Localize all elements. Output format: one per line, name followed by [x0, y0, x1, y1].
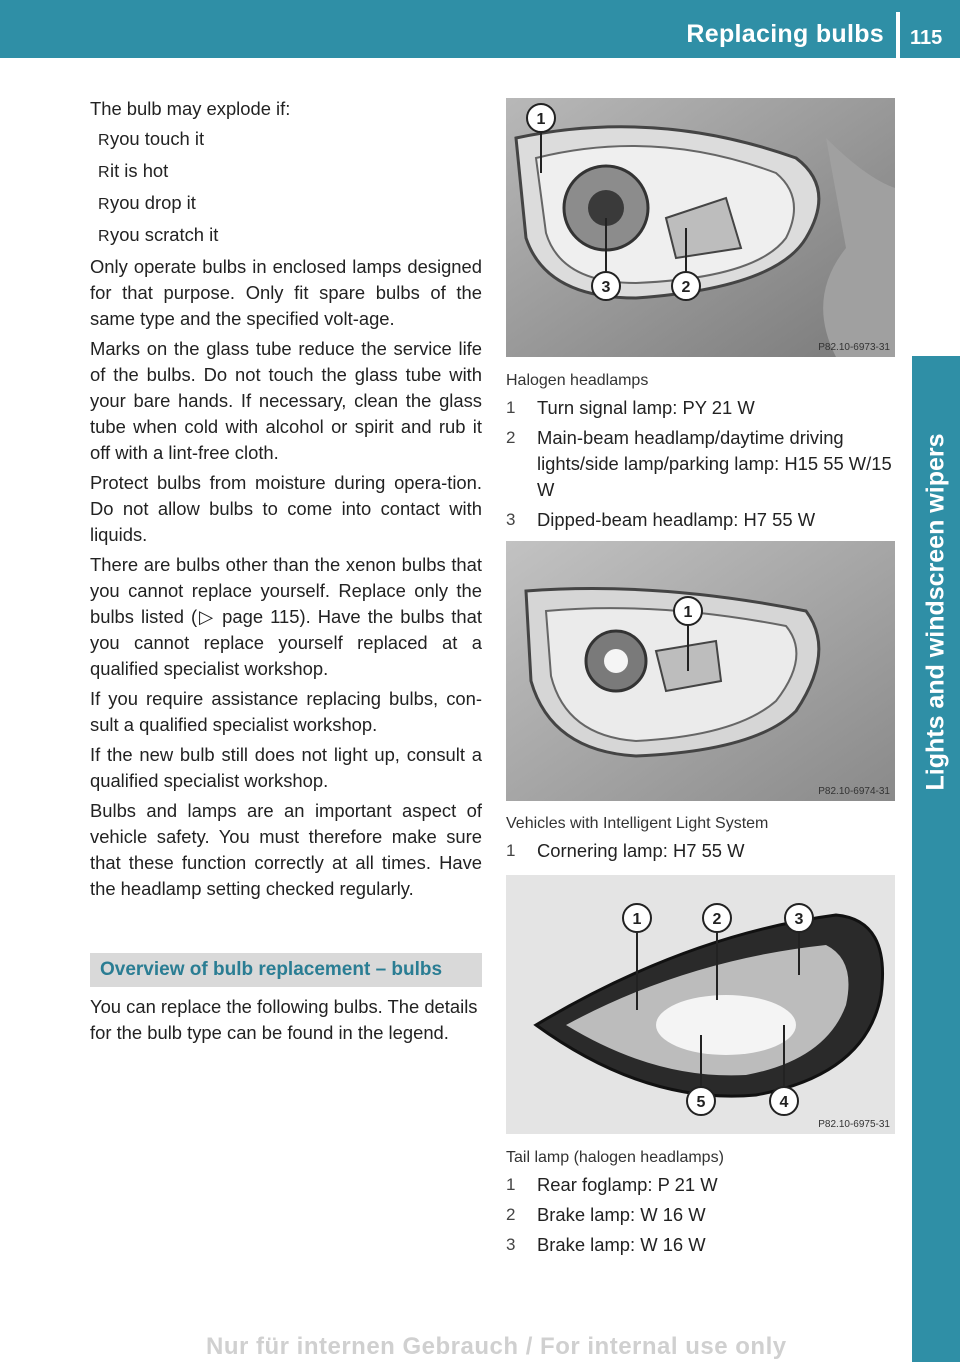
figure-marker: 1 — [683, 604, 693, 621]
figure-marker: 5 — [696, 1094, 706, 1111]
figure-legend — [506, 838, 896, 868]
paragraph: Marks on the glass tube reduce the service life of the bulbs. Do not touch the glass tube with your bare hands. If necessary, clean the glass tube when cold with alcohol or spirit and rub it off with a lint-free cloth. — [90, 338, 482, 463]
figure-marker: 3 — [601, 279, 611, 296]
footer-watermark: Nur für internen Gebrauch / For internal use only — [206, 1333, 787, 1360]
header-divider — [896, 12, 900, 58]
legend-number: 1 — [506, 1175, 516, 1194]
list-item: Ryou scratch it — [90, 222, 482, 250]
paragraph: There are bulbs other than the xenon bulbs that you cannot replace yourself. Replace only the bulbs listed (▷ page 115). Have the bulbs that you cannot replace yourself replaced at a qualified specialist workshop. — [90, 554, 482, 679]
tail-lamp-image — [506, 875, 895, 1134]
figure-legend — [506, 1172, 896, 1262]
chapter-title: Replacing bulbs — [686, 20, 884, 48]
paragraph: Only operate bulbs in enclosed lamps designed for that purpose. Only fit spare bulbs of the same type and the specified volt-age. — [90, 256, 482, 329]
figure-marker: 1 — [536, 111, 546, 128]
list-item: Rit is hot — [90, 158, 482, 186]
figure-marker: 3 — [794, 911, 804, 928]
left-column — [90, 96, 482, 906]
figure-code: P82.10-6974-31 — [818, 786, 890, 797]
paragraph: If the new bulb still does not light up, consult a qualified specialist workshop. — [90, 744, 482, 791]
paragraph: Bulbs and lamps are an important aspect of vehicle safety. You must therefore make sure that these function correctly at all times. Have the headlamp setting checked regularly. — [90, 800, 482, 899]
list-item: Ryou drop it — [90, 190, 482, 218]
legend-number: 3 — [506, 1235, 516, 1254]
legend-number: 2 — [506, 428, 516, 447]
figure-marker: 4 — [779, 1094, 789, 1111]
figure-caption: Halogen headlamps — [506, 372, 649, 389]
headlamp-illustration — [506, 541, 895, 801]
bullet-icon: R — [98, 132, 110, 149]
headlamp-illustration — [506, 98, 895, 357]
figure-code: P82.10-6973-31 — [818, 342, 890, 353]
legend-item: 1 Cornering lamp: H7 55 W — [506, 838, 896, 864]
legend-number: 3 — [506, 510, 516, 529]
side-tab-label: Lights and windscreen wipers — [921, 433, 950, 791]
legend-item: 2 Brake lamp: W 16 W — [506, 1202, 896, 1228]
figure-caption: Vehicles with Intelligent Light System — [506, 815, 769, 832]
list-item: Ryou touch it — [90, 126, 482, 154]
paragraph: Protect bulbs from moisture during opera-tion. Do not allow bulbs to come into contact with liquids. — [90, 472, 482, 545]
page-number: 115 — [910, 27, 943, 49]
figure-marker: 1 — [632, 911, 642, 928]
tail-lamp-illustration — [506, 875, 895, 1134]
figure-caption: Tail lamp (halogen headlamps) — [506, 1149, 724, 1166]
intro-text: The bulb may explode if: — [90, 98, 291, 119]
legend-item: 3 Brake lamp: W 16 W — [506, 1232, 896, 1258]
bullet-icon: R — [98, 196, 110, 213]
figure-legend — [506, 395, 896, 537]
legend-number: 1 — [506, 398, 516, 417]
bullet-icon: R — [98, 164, 110, 181]
legend-item: 3 Dipped-beam headlamp: H7 55 W — [506, 507, 896, 533]
page-header — [0, 0, 960, 58]
intelligent-light-image — [506, 541, 895, 801]
section-body: You can replace the following bulbs. The details for the bulb type can be found in the legend. — [90, 996, 478, 1043]
legend-item: 2 Main-beam headlamp/daytime driving lights/side lamp/parking lamp: H15 55 W/15 W — [506, 427, 892, 500]
bullet-icon: R — [98, 228, 110, 245]
halogen-headlamp-image — [506, 98, 895, 357]
legend-item: 1 Rear foglamp: P 21 W — [506, 1172, 896, 1198]
legend-number: 2 — [506, 1205, 516, 1224]
paragraph: If you require assistance replacing bulbs, con-sult a qualified specialist workshop. — [90, 688, 482, 735]
figure-marker: 2 — [712, 911, 722, 928]
legend-number: 1 — [506, 841, 516, 860]
legend-item: 1 Turn signal lamp: PY 21 W — [506, 395, 896, 421]
figure-code: P82.10-6975-31 — [818, 1119, 890, 1130]
figure-marker: 2 — [681, 279, 691, 296]
section-heading: Overview of bulb replacement – bulbs — [90, 953, 482, 987]
